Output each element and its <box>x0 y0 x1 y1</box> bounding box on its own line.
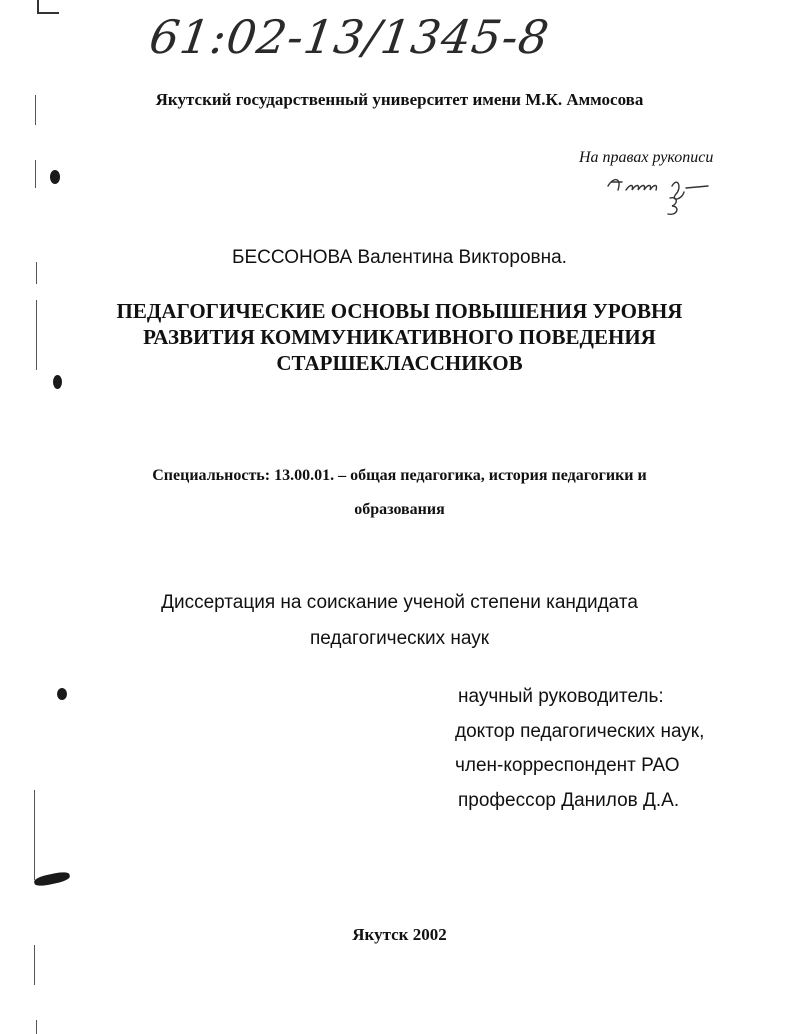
dissertation-title <box>0 298 799 376</box>
scan-margin-mark <box>33 870 70 887</box>
scan-margin-line <box>36 300 37 370</box>
stamp-fragment-bar <box>37 12 59 14</box>
scan-margin-mark <box>57 688 67 700</box>
title-line-1: ПЕДАГОГИЧЕСКИЕ ОСНОВЫ ПОВЫШЕНИЯ УРОВНЯ <box>116 299 683 323</box>
title-line-3: СТАРШЕКЛАССНИКОВ <box>276 351 523 375</box>
scan-margin-mark <box>50 170 60 184</box>
advisor-membership: член-корреспондент РАО <box>455 755 680 776</box>
specialty-line-2: образования <box>354 501 445 518</box>
scan-margin-mark <box>53 375 62 389</box>
title-line-2: РАЗВИТИЯ КОММУНИКАТИВНОГО ПОВЕДЕНИЯ <box>143 325 656 349</box>
specialty <box>0 459 799 527</box>
advisor-degree: доктор педагогических наук, <box>455 721 705 742</box>
advisor-label: научный руководитель: <box>458 686 664 707</box>
degree-line-2: педагогических наук <box>309 628 490 649</box>
university-name: Якутский государственный университет имени М.К. Аммосова <box>155 90 644 109</box>
scan-margin-line <box>36 1020 37 1034</box>
degree-line-1: Диссертация на соискание ученой степени кандидата <box>161 592 638 613</box>
scan-margin-line <box>34 945 35 985</box>
manuscript-rights-note: На правах рукописи <box>579 149 714 166</box>
author-signature <box>600 168 710 218</box>
scan-margin-line <box>36 262 37 284</box>
dissertation-degree <box>0 585 799 657</box>
advisor-name: профессор Данилов Д.А. <box>458 790 680 811</box>
specialty-line-1: Специальность: 13.00.01. – общая педагогика, история педагогики и <box>152 467 647 484</box>
scan-margin-line <box>35 160 36 188</box>
city-year: Якутск 2002 <box>352 925 447 944</box>
archive-code: 61:02-13/1345-8 <box>146 10 553 64</box>
author-name: БЕССОНОВА Валентина Викторовна. <box>232 247 567 268</box>
scan-margin-line <box>35 95 36 125</box>
scan-margin-line <box>34 790 35 880</box>
